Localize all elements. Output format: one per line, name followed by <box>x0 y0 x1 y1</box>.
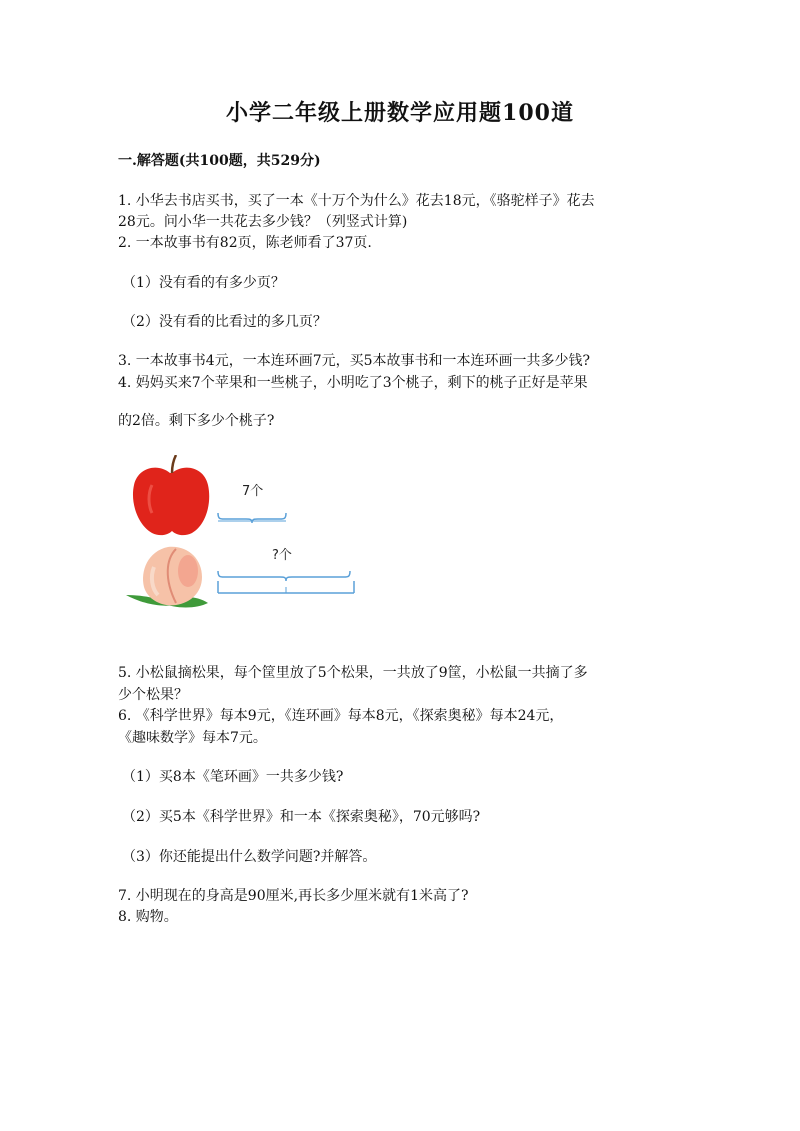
question-7: 7. 小明现在的身高是90厘米,再长多少厘米就有1米高了? <box>118 888 469 904</box>
question-6-line-2: 《趣味数学》每本7元。 <box>118 730 267 746</box>
question-2-sub-2: （2）没有看的比看过的多几页？ <box>122 314 327 330</box>
question-3: 3. 一本故事书4元，一本连环画7元，买5本故事书和一本连环画一共多少钱? <box>118 353 591 369</box>
question-6-sub-2: （2）买5本《科学世界》和一本《探索奥秘》，70元够吗? <box>122 809 481 825</box>
question-6-line-1: 6. 《科学世界》每本9元，《连环画》每本8元，《探索奥秘》每本24元， <box>118 708 564 724</box>
apple-bracket <box>218 513 286 523</box>
question-6-sub-1: （1）买8本《笔环画》一共多少钱? <box>122 769 344 785</box>
question-1-line-2: 28元。问小华一共花去多少钱？（列竖式计算) <box>118 214 408 230</box>
peach-bracket <box>218 571 354 593</box>
question-5-line-2: 少个松果？ <box>118 687 188 703</box>
apple-count-label: 7个 <box>242 484 264 499</box>
question-2-sub-1: （1）没有看的有多少页？ <box>122 275 285 291</box>
apple-peach-figure <box>118 455 378 625</box>
peach-icon <box>126 547 208 608</box>
question-6-sub-3: （3）你还能提出什么数学问题?并解答。 <box>122 849 377 865</box>
question-4-line-2: 的2倍。剩下多少个桃子? <box>118 413 275 429</box>
peach-count-label: ?个 <box>272 548 292 563</box>
section-heading: 一.解答题(共100题，共529分) <box>118 153 321 169</box>
question-8: 8. 购物。 <box>118 909 178 925</box>
question-1-line-1: 1. 小华去书店买书，买了一本《十万个为什么》花去18元，《骆驼样子》花去 <box>118 193 595 209</box>
question-5-line-1: 5. 小松鼠摘松果，每个筐里放了5个松果，一共放了9筐，小松鼠一共摘了多 <box>118 665 588 681</box>
figure-svg <box>118 455 378 625</box>
question-4-line-1: 4. 妈妈买来7个苹果和一些桃子，小明吃了3个桃子，剩下的桃子正好是苹果 <box>118 375 588 391</box>
question-2: 2. 一本故事书有82页，陈老师看了37页. <box>118 235 372 251</box>
page-title: 小学二年级上册数学应用题100道 <box>226 100 574 126</box>
apple-icon <box>133 455 209 535</box>
